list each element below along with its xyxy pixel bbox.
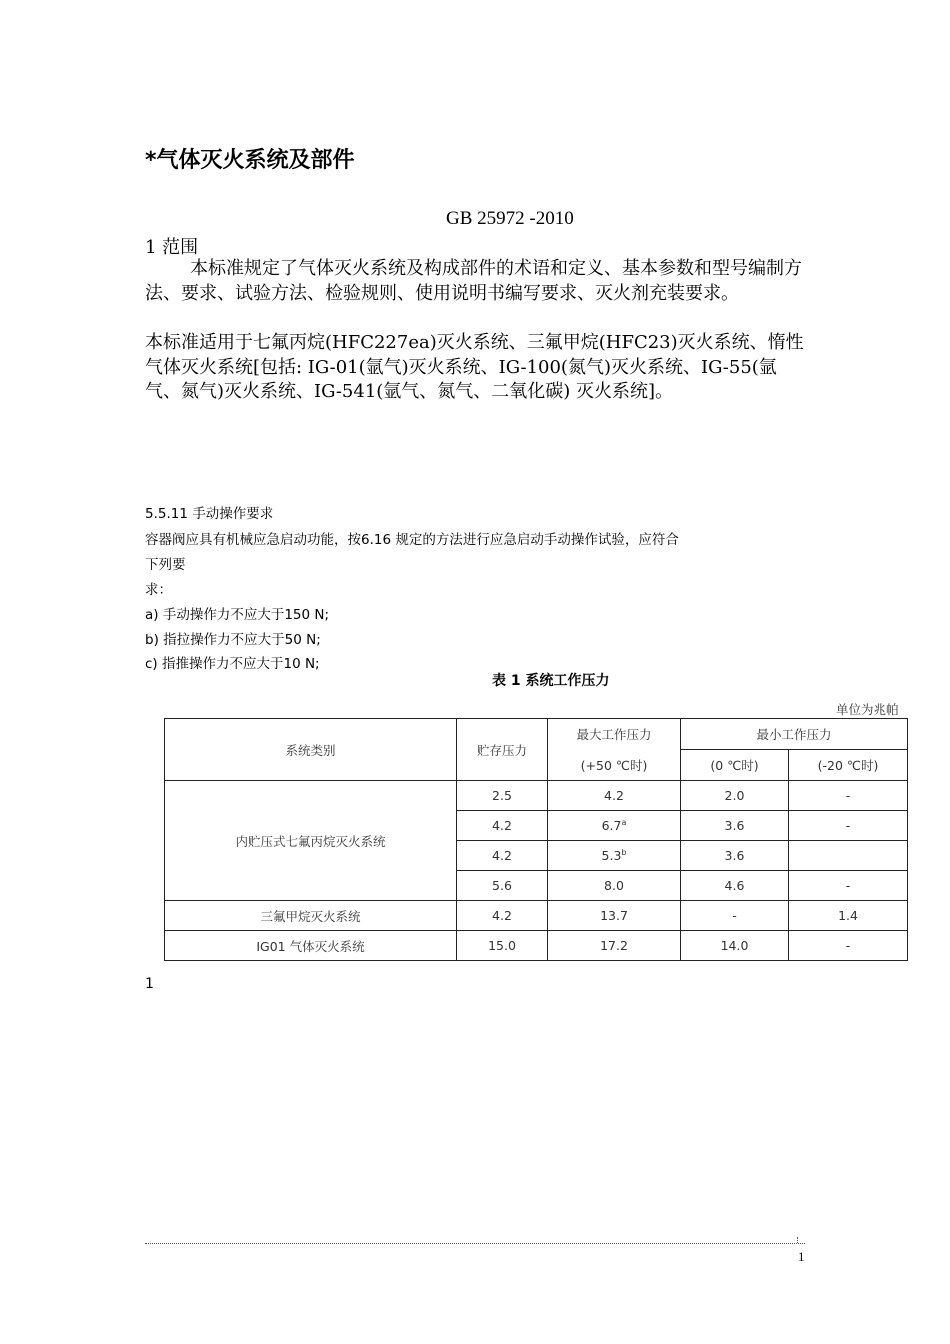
storage-cell: 4.2	[457, 811, 548, 841]
storage-cell: 2.5	[457, 781, 548, 811]
system-type-cell: 三氟甲烷灭火系统	[165, 901, 457, 931]
header-max-condition: (+50 ℃时)	[548, 750, 681, 781]
min-pressure-neg20-cell	[789, 841, 908, 871]
footer-page-number: 1	[798, 1249, 805, 1264]
clause-body-line: 求：	[145, 582, 172, 598]
system-type-cell: 内贮压式七氟丙烷灭火系统	[165, 781, 457, 901]
max-pressure-cell: 13.7	[548, 901, 681, 931]
min-pressure-0-cell: 2.0	[681, 781, 789, 811]
table-row	[165, 781, 908, 811]
clause-body-line: 容器阀应具有机械应急启动功能，按6.16 规定的方法进行应急启动手动操作试验，应符合	[145, 532, 679, 548]
header-system-type: 系统类别	[165, 719, 457, 781]
max-pressure-cell: 8.0	[548, 871, 681, 901]
clause-item: b) 指拉操作力不应大于50 N;	[145, 632, 321, 648]
header-max-pressure: 最大工作压力	[548, 719, 681, 750]
min-pressure-0-cell: -	[681, 901, 789, 931]
section-heading: 1 范围	[145, 237, 199, 258]
footer-divider	[145, 1243, 805, 1244]
scope-paragraph-2: 本标准适用于七氟丙烷(HFC227ea)灭火系统、三氟甲烷(HFC23)灭火系统、惰性气体灭火系统[包括: IG-01(氩气)灭火系统、IG-100(氮气)灭火系统、IG-55(氩气、氮气)灭火系统、IG-541(氩气、氮气、二氧化碳) 灭火系统]。	[145, 332, 804, 402]
system-type-cell: IG01 气体灭火系统	[165, 931, 457, 961]
min-pressure-0-cell: 3.6	[681, 811, 789, 841]
clause-heading: 5.5.11 手动操作要求	[145, 506, 274, 522]
min-pressure-0-cell: 4.6	[681, 871, 789, 901]
min-pressure-0-cell: 3.6	[681, 841, 789, 871]
max-pressure-cell: 6.7$^a$	[548, 811, 681, 841]
table-header-row	[165, 719, 908, 750]
clause-body-line: 下列要	[145, 557, 186, 573]
header-min-condition-neg20: (-20 ℃时)	[789, 750, 908, 781]
min-pressure-neg20-cell: -	[789, 931, 908, 961]
min-pressure-0-cell: 14.0	[681, 931, 789, 961]
min-pressure-neg20-cell: 1.4	[789, 901, 908, 931]
min-pressure-neg20-cell: -	[789, 871, 908, 901]
standard-number: GB 25972 -2010	[446, 208, 574, 229]
header-min-condition-0: (0 ℃时)	[681, 750, 789, 781]
header-min-pressure: 最小工作压力	[681, 719, 908, 750]
storage-cell: 5.6	[457, 871, 548, 901]
min-pressure-neg20-cell: -	[789, 811, 908, 841]
max-pressure-cell: 5.3$^b$	[548, 841, 681, 871]
body-page-number: 1	[145, 976, 154, 992]
table-caption: 表 1 系统工作压力	[492, 673, 610, 689]
storage-cell: 15.0	[457, 931, 548, 961]
document-title: *气体灭火系统及部件	[145, 148, 355, 173]
pressure-table	[164, 718, 908, 961]
clause-item: a) 手动操作力不应大于150 N;	[145, 607, 330, 623]
max-pressure-cell: 17.2	[548, 931, 681, 961]
min-pressure-neg20-cell: -	[789, 781, 908, 811]
storage-cell: 4.2	[457, 841, 548, 871]
clause-item: c) 指推操作力不应大于10 N;	[145, 656, 320, 672]
footer-divider-tick	[797, 1237, 806, 1243]
table-unit-note: 单位为兆帕	[836, 702, 899, 717]
storage-cell: 4.2	[457, 901, 548, 931]
header-storage-pressure: 贮存压力	[457, 719, 548, 781]
table-row	[165, 901, 908, 931]
table-row	[165, 931, 908, 961]
max-pressure-cell: 4.2	[548, 781, 681, 811]
scope-paragraph-1: 本标准规定了气体灭火系统及构成部件的术语和定义、基本参数和型号编制方法、要求、试验方法、检验规则、使用说明书编写要求、灭火剂充装要求。	[145, 258, 802, 304]
